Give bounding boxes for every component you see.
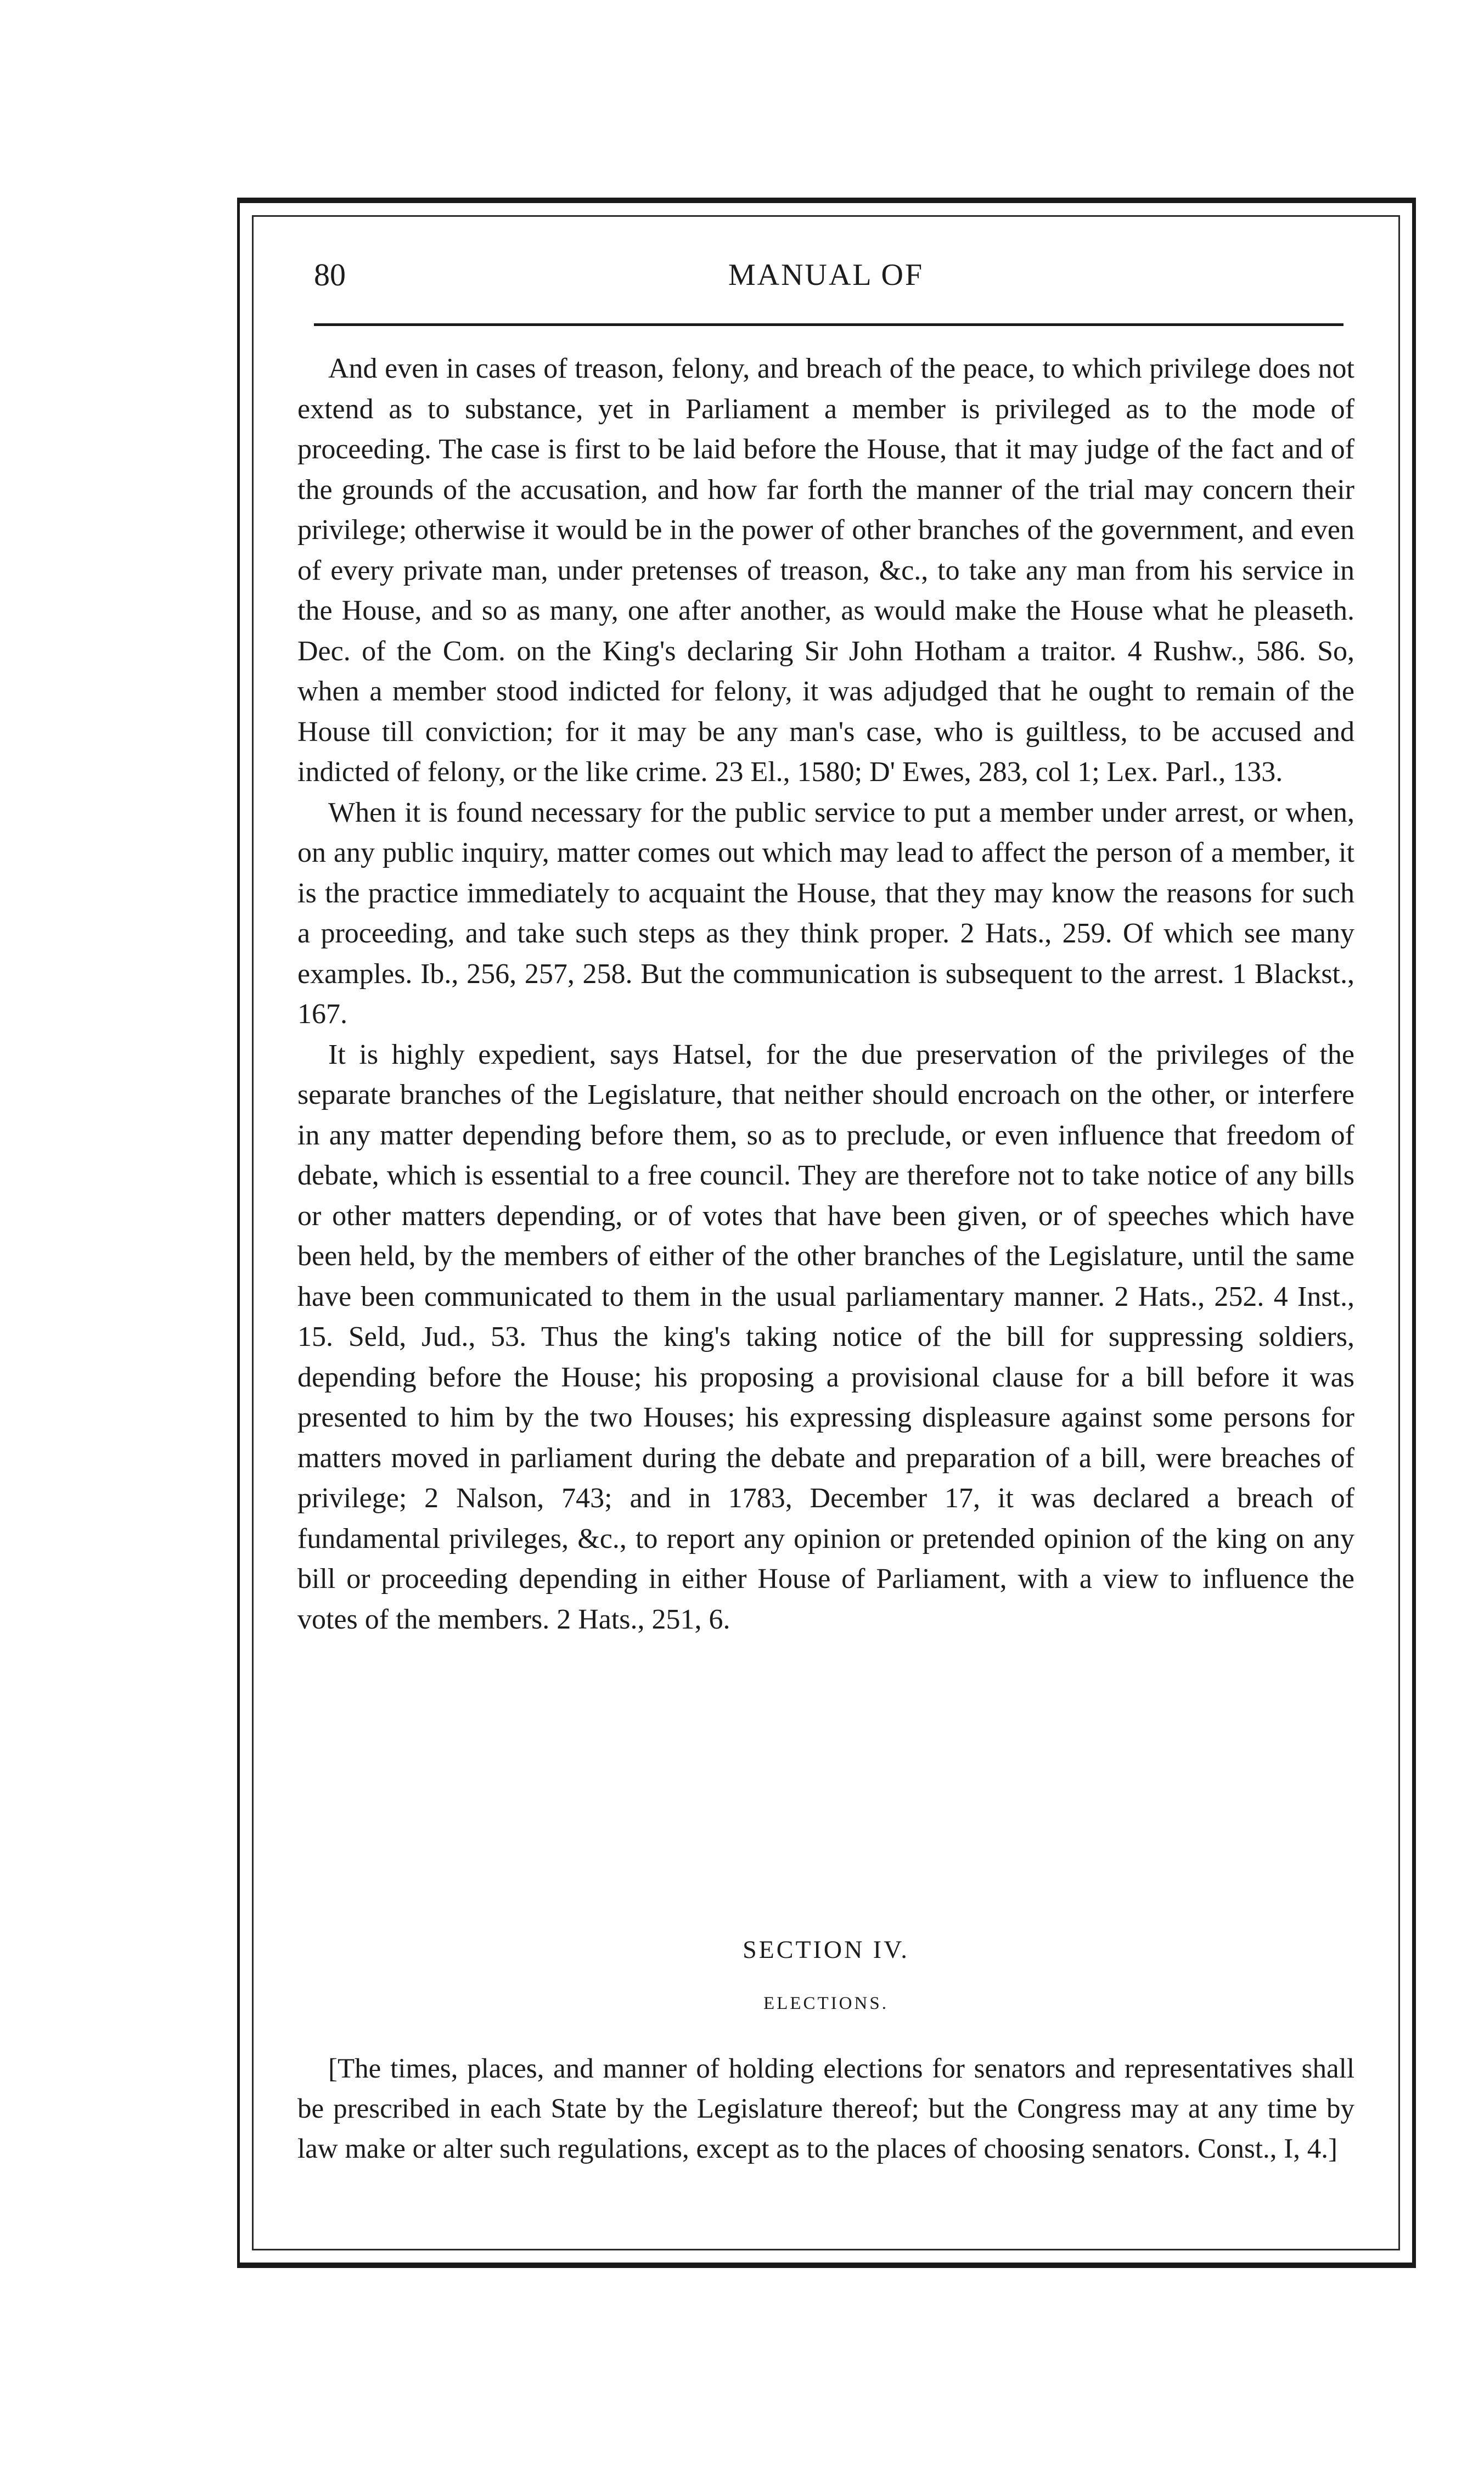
page-border-inner [252,215,1400,2250]
page-border-outer [237,198,1416,2268]
section-text [297,2049,1354,2169]
section-heading-block [297,1930,1354,2017]
paragraph-elections: [The times, places, and manner of holding elections for senators and representatives shall be prescribed in each State by the Legislature thereof; but the Congress may at any time by law make or alter such regulations, except as to the places of choosing senators. Const., I, 4.] [297,2053,1354,2164]
page-number: 80 [314,257,346,293]
paragraph-separate-branches: It is highly expedient, says Hatsel, for the due preservation of the privileges of the separate branches of the Legislature, that neither should encroach on the other, or interfere in any matter depending before them, so as to preclude, or even influence that freedom of debate, which is essential to a free council. They are therefore not to take notice of any bills or other matters depending, or of votes that have been given, or of speeches which have been held, by the members of either of the other branches of the Legislature, until the same have been communicated to them in the usual parliamentary manner. 2 Hats., 252. 4 Inst., 15. Seld, Jud., 53. Thus the king's taking notice of the bill for suppressing soldiers, depending before the House; his proposing a provisional clause for a bill before it was presented to him by the two Houses; his expressing displeasure against some persons for matters moved in parliament during the debate and preparation of a bill, were breaches of privilege; 2 Nalson, 743; and in 1783, December 17, it was declared a breach of fundamental privileges, &c., to report any opinion or pretended opinion of the king on any bill or proceeding depending in either House of Parliament, with a view to influence the votes of the members. 2 Hats., 251, 6. [297,1038,1354,1635]
main-text [297,349,1354,1640]
paragraph-arrest-of-member: When it is found necessary for the public service to put a member under arrest, or when, on any public inquiry, matter comes out which may lead to affect the person of a member, it is the practice immediately to acquaint the House, that they may know the reasons for such a proceeding, and take such steps as they think proper. 2 Hats., 259. Of which see many examples. Ib., 256, 257, 258. But the communication is subsequent to the arrest. 1 Blackst., 167. [297,796,1354,1030]
section-heading: SECTION IV. [743,1935,909,1963]
section-subheading: ELECTIONS. [763,1994,889,2013]
running-head: MANUAL OF [728,258,924,292]
paragraph-privilege-treason: And even in cases of treason, felony, and breach of the peace, to which privilege does not extend as to substance, yet in Parliament a member is privileged as to the mode of proceeding. The case is first to be laid before the House, that it may judge of the fact and of the grounds of the accusation, and how far forth the manner of the trial may concern their privilege; otherwise it would be in the power of other branches of the government, and even of every private man, under pretenses of treason, &c., to take any man from his service in the House, and so as many, one after another, as would make the House what he pleaseth. Dec. of the Com. on the King's declaring Sir John Hotham a traitor. 4 Rushw., 586. So, when a member stood indicted for felony, it was adjudged that he ought to remain of the House till conviction; for it may be any man's case, who is guiltless, to be accused and indicted of felony, or the like crime. 23 El., 1580; D' Ewes, 283, col 1; Lex. Parl., 133. [297,353,1354,788]
page-header [314,253,1338,297]
header-rule [314,323,1344,326]
